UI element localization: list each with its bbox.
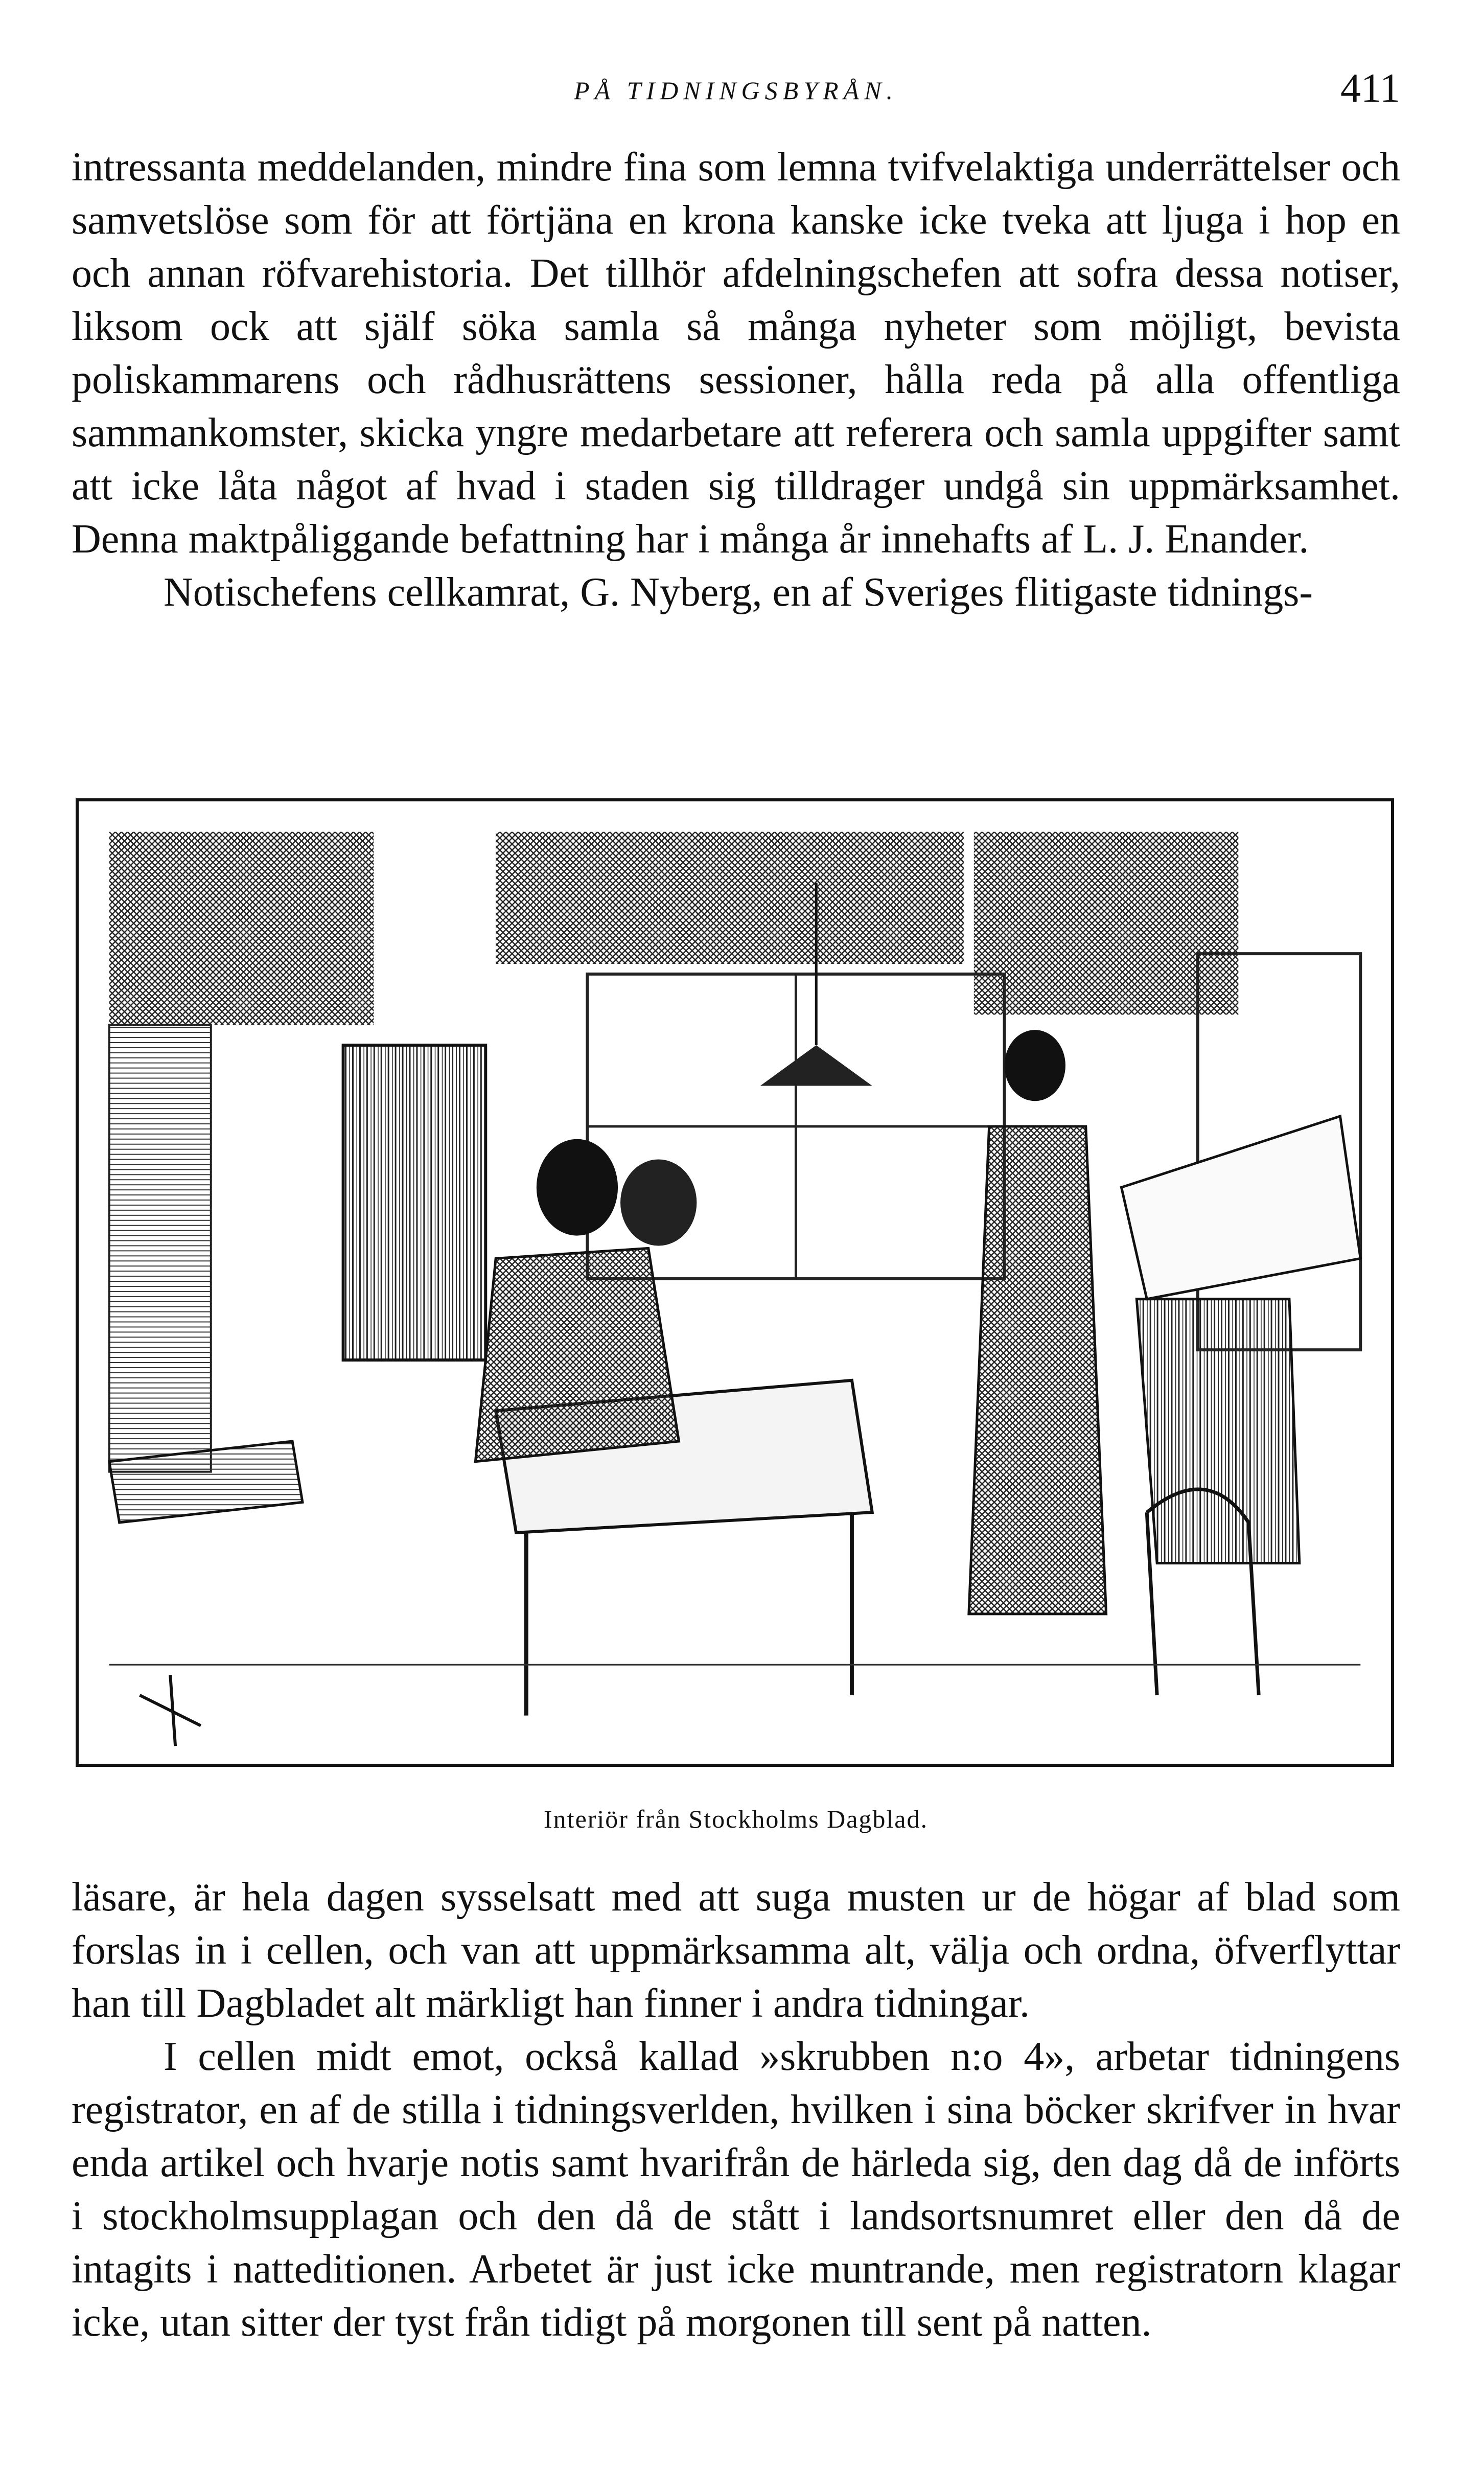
artist-signature-mark (140, 1675, 200, 1746)
figure-standing (969, 1126, 1106, 1614)
text-block-top (72, 141, 1400, 619)
curtain-center (496, 832, 964, 964)
paragraph: Notischefens cellkamrat, G. Nyberg, en af Sveriges flitigaste tidnings- (164, 570, 1313, 615)
figure-seated-head-2 (620, 1160, 697, 1246)
newspaper (1121, 1116, 1360, 1299)
figure-caption: Interiör från Stockholms Dagblad. (544, 1805, 928, 1833)
text-block-bottom (72, 1871, 1400, 2349)
page-header (72, 65, 1400, 117)
page-number: 411 (1340, 66, 1400, 111)
running-head: PÅ TIDNINGSBYRÅN. (574, 76, 898, 105)
figure-standing-head (1005, 1030, 1065, 1101)
paragraph: läsare, är hela dagen sysselsatt med att suga musten ur de högar af blad som forslas in i cellen, och van att uppmärksamma alt, välja och ordna, öfverflyttar han till Dagbladet alt märkligt han finner i andra tidningar. (72, 1875, 1400, 2026)
engraving-illustration (79, 801, 1391, 1764)
curtain-left (109, 832, 374, 1025)
paragraph: intressanta meddelanden, mindre fina som lemna tvifvelaktiga underrättelser och samvetslöse som för att förtjäna en krona kanske icke tveka att ljuga i hop en och annan röfvarehistoria. Det tillhör afdelningschefen att sofra dessa notiser, liksom ock att själf söka samla så många nyheter som möjligt, bevista poliskammarens och rådhusrättens sessioner, hålla reda på alla offentliga sammankomster, skicka yngre medarbetare att referera och samla uppgifter samt att icke låta något af hvad i staden sig tilldrager undgå sin uppmärksamhet. Denna maktpåliggande befattning har i många år innehafts af L. J. Enander. (72, 145, 1400, 562)
figure-seated-head-1 (537, 1139, 618, 1236)
figure-seated-1 (475, 1248, 679, 1461)
figure-reading (1137, 1299, 1300, 1563)
hanging-lamp (760, 1045, 872, 1086)
paragraph: I cellen midt emot, också kallad »skrubben n:o 4», arbetar tidningens registrator, en af de stilla i tidningsverlden, hvilken i sina böcker skrifver in hvar enda artikel och hvarje notis samt hvarifrån de härleda sig, den dag då de införts i stockholmsupplagan och den då de stått i landsortsnumret eller den då de intagits i natteditionen. Arbetet är just icke muntrande, men registratorn klagar icke, utan sitter der tyst från tidigt på morgonen till sent på natten. (72, 2034, 1400, 2345)
bookcase (343, 1045, 486, 1360)
door-left (109, 1025, 211, 1471)
illustration-newsroom-interior (76, 798, 1394, 1767)
